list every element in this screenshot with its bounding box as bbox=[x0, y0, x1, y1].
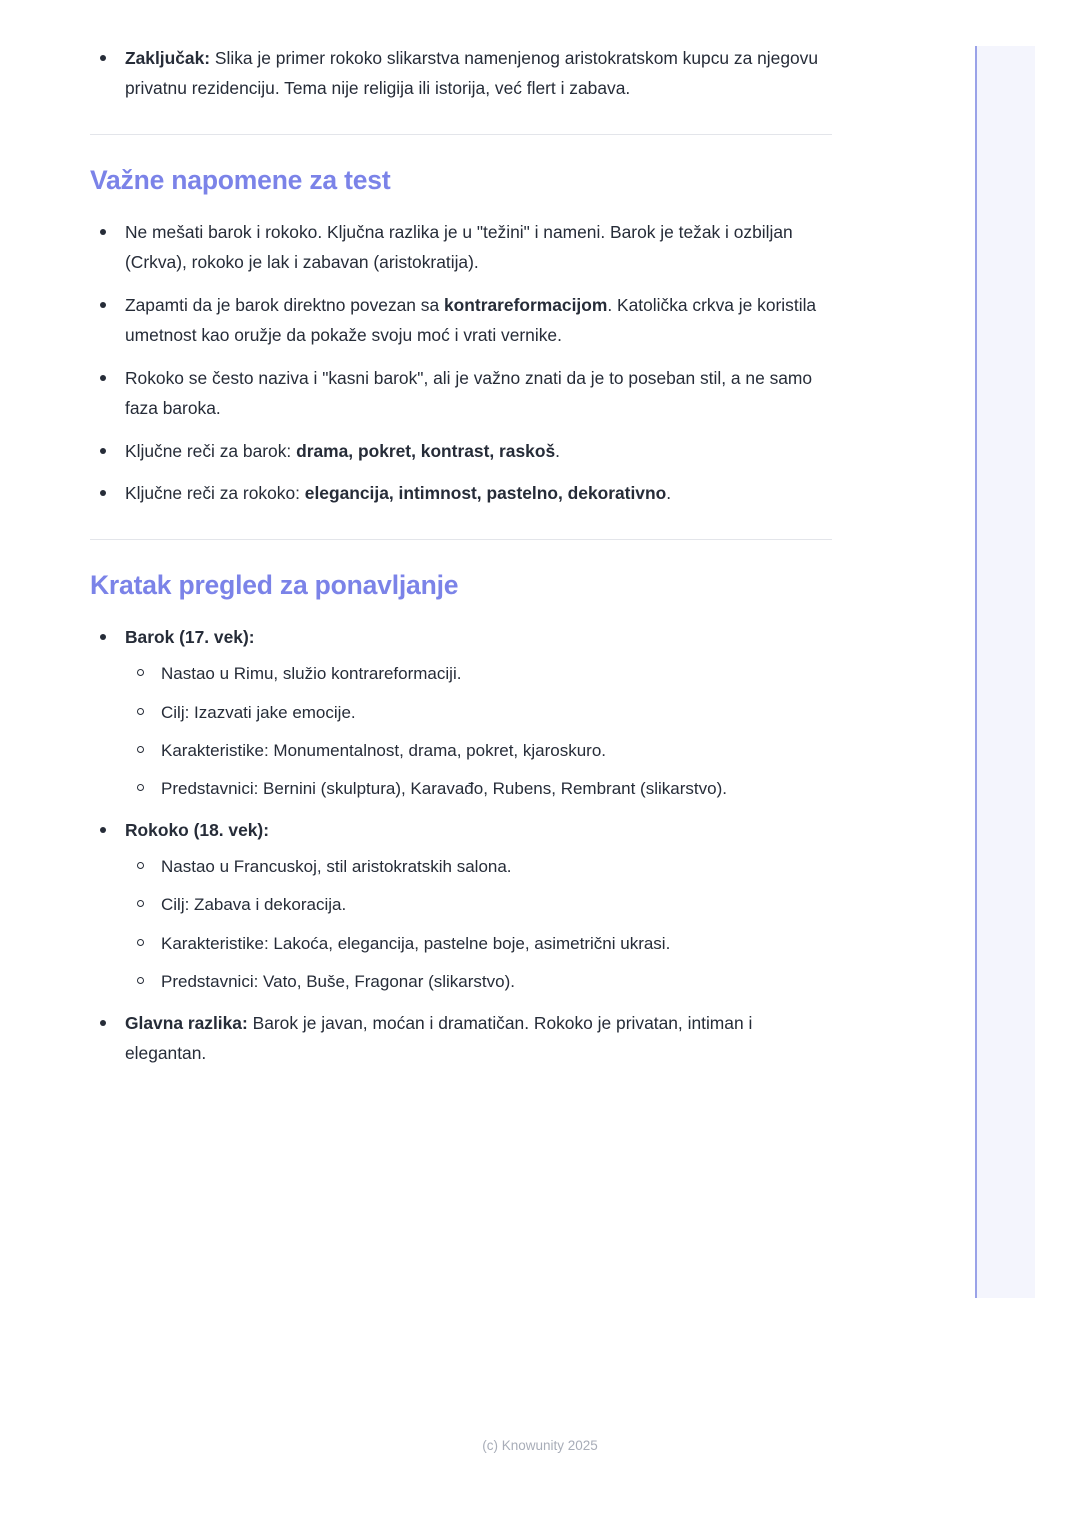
list-item: Karakteristike: Monumentalnost, drama, pokret, kjaroskuro. bbox=[125, 736, 832, 765]
bullet-text: Barok je javan, moćan i dramatičan. Rokoko je privatan, intiman i elegantan. bbox=[125, 1013, 753, 1064]
bullet-lead-label: Glavna razlika: bbox=[125, 1013, 248, 1034]
list-item: Predstavnici: Vato, Buše, Fragonar (slikarstvo). bbox=[125, 967, 832, 996]
list-item: Karakteristike: Lakoća, elegancija, pastelne boje, asimetrični ukrasi. bbox=[125, 929, 832, 958]
list-item bbox=[90, 364, 832, 424]
list-item bbox=[90, 479, 832, 509]
list-item bbox=[90, 623, 832, 803]
group-title-rokoko: Rokoko (18. vek): bbox=[125, 820, 269, 841]
document-content bbox=[90, 44, 832, 1082]
bullet-text: Slika je primer rokoko slikarstva namenjenog aristokratskom kupcu za njegovu privatnu rezidenciju. Tema nije religija ili istorija, već flert i zabava. bbox=[125, 48, 819, 98]
page-side-accent-panel bbox=[975, 46, 1035, 1298]
bullet-text-cont: . bbox=[555, 440, 560, 461]
bullet-text: Ključne reči za rokoko: bbox=[125, 483, 305, 504]
list-item bbox=[90, 291, 832, 351]
bullet-text: Ključne reči za barok: bbox=[125, 440, 297, 461]
bullet-emphasis: drama, pokret, kontrast, raskoš bbox=[296, 440, 556, 461]
list-item bbox=[90, 1009, 832, 1069]
list-item: Predstavnici: Bernini (skulptura), Karavađo, Rubens, Rembrant (slikarstvo). bbox=[125, 774, 832, 803]
sub-list-rokoko bbox=[125, 852, 832, 996]
bullet-lead-label: Zaključak: bbox=[125, 48, 211, 68]
list-item bbox=[90, 218, 832, 278]
bullet-emphasis: kontrareformacijom bbox=[444, 294, 608, 315]
list-item bbox=[90, 44, 832, 104]
divider bbox=[90, 539, 832, 540]
bullet-text: Rokoko se često naziva i "kasni barok", ali je važno znati da je to poseban stil, a ne samo faza baroka. bbox=[125, 367, 813, 418]
list-item: Nastao u Francuskoj, stil aristokratskih salona. bbox=[125, 852, 832, 881]
list-item: Nastao u Rimu, služio kontrareformaciji. bbox=[125, 659, 832, 688]
bullet-emphasis: elegancija, intimnost, pastelno, dekorativno bbox=[304, 483, 667, 504]
intro-bullet-list bbox=[90, 44, 832, 104]
group-title-barok: Barok (17. vek): bbox=[125, 627, 255, 648]
bullet-text-cont: . Katolička crkva je koristila umetnost kao oružje da pokaže svoju moć i vrati vernike. bbox=[125, 294, 817, 345]
list-item: Cilj: Zabava i dekoracija. bbox=[125, 890, 832, 919]
list-item bbox=[90, 816, 832, 996]
section-heading-kratak-pregled: Kratak pregled za ponavljanje bbox=[90, 570, 459, 601]
list-item bbox=[90, 437, 832, 467]
important-notes-list bbox=[90, 218, 832, 510]
sub-list-barok bbox=[125, 659, 832, 803]
bullet-text: Zapamti da je barok direktno povezan sa bbox=[125, 294, 445, 315]
bullet-text: Ne mešati barok i rokoko. Ključna razlika je u "težini" i nameni. Barok je težak i ozbiljan (Crkva), rokoko je lak i zabavan (aristokratija). bbox=[125, 221, 793, 272]
section-heading-vazne-napomene: Važne napomene za test bbox=[90, 164, 391, 195]
list-item: Cilj: Izazvati jake emocije. bbox=[125, 698, 832, 727]
footer-copyright: (c) Knowunity 2025 bbox=[482, 1438, 598, 1453]
divider bbox=[90, 134, 832, 135]
summary-list bbox=[90, 623, 832, 1069]
bullet-text-cont: . bbox=[666, 483, 672, 504]
